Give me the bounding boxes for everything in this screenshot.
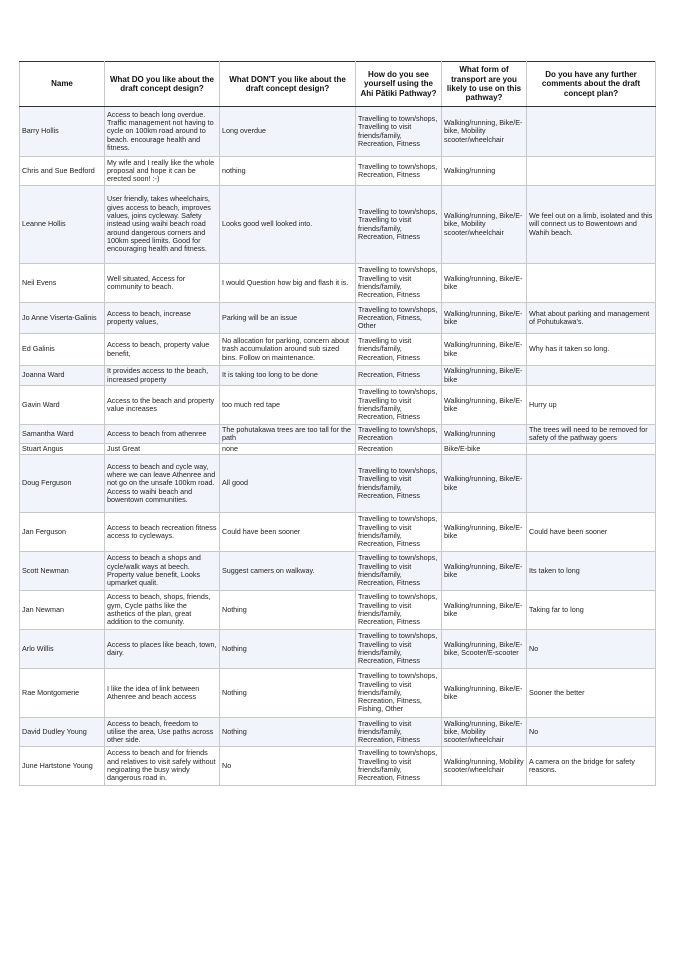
cell-usage: Travelling to town/shops, Travelling to visit friends/family, Recreation, Fitness [356,513,442,552]
table-row [20,455,656,513]
table-row [20,157,656,186]
header-name: Name [20,62,105,107]
cell-transport: Bike/E-bike [442,444,527,455]
cell-name: David Dudley Young [20,718,105,747]
cell-name: Leanne Hollis [20,186,105,264]
header-row [20,62,656,107]
cell-likes: Access to beach and cycle way, where we can leave Athenree and not go on the unsafe 100km road. Access to waihi beach and bowentown communities. [105,455,220,513]
cell-usage: Travelling to town/shops, Travelling to visit friends/family, Recreation, Fitness, Fishing, Other [356,669,442,718]
cell-dislikes: Could have been sooner [220,513,356,552]
cell-comments: No [527,718,656,747]
cell-usage: Travelling to town/shops, Recreation [356,425,442,444]
table-row [20,552,656,591]
cell-dislikes: none [220,444,356,455]
cell-dislikes: Parking will be an issue [220,303,356,334]
cell-comments: We feel out on a limb, isolated and this will connect us to Bowentown and Wahih beach. [527,186,656,264]
cell-comments: Could have been sooner [527,513,656,552]
cell-transport: Walking/running [442,425,527,444]
cell-name: Stuart Angus [20,444,105,455]
cell-name: Jo Anne Viserta-Galinis [20,303,105,334]
header-usage: How do you see yourself using the Ahi Pātiki Pathway? [356,62,442,107]
cell-transport: Walking/running, Mobility scooter/wheelchair [442,747,527,786]
table-row [20,366,656,386]
table-row [20,591,656,630]
cell-usage: Travelling to town/shops, Recreation, Fitness [356,157,442,186]
cell-transport: Walking/running [442,157,527,186]
cell-name: Rae Montgomerie [20,669,105,718]
cell-transport: Walking/running, Bike/E-bike, Scooter/E-scooter [442,630,527,669]
cell-comments [527,107,656,157]
table-row [20,630,656,669]
cell-transport: Walking/running, Bike/E-bike [442,455,527,513]
cell-dislikes: I would Question how big and flash it is. [220,264,356,303]
cell-dislikes: Nothing [220,669,356,718]
table-row [20,334,656,366]
cell-transport: Walking/running, Bike/E-bike [442,591,527,630]
cell-dislikes: Nothing [220,591,356,630]
cell-name: Joanna Ward [20,366,105,386]
cell-comments: No [527,630,656,669]
cell-usage: Travelling to visit friends/family, Recreation, Fitness [356,718,442,747]
cell-comments: What about parking and management of Pohutukawa's. [527,303,656,334]
cell-dislikes: Looks good well looked into. [220,186,356,264]
cell-likes: Access to the beach and property value increases [105,386,220,425]
header-likes: What DO you like about the draft concept design? [105,62,220,107]
cell-dislikes: It is taking too long to be done [220,366,356,386]
table-row [20,669,656,718]
table-row [20,186,656,264]
cell-comments [527,444,656,455]
table-row [20,107,656,157]
feedback-table [19,61,656,786]
cell-usage: Travelling to town/shops, Travelling to visit friends/family, Recreation, Fitness [356,386,442,425]
cell-transport: Walking/running, Bike/E-bike [442,264,527,303]
table-row [20,444,656,455]
cell-comments: A camera on the bridge for safety reasons. [527,747,656,786]
cell-transport: Walking/running, Bike/E-bike [442,303,527,334]
table-header [20,62,656,107]
cell-dislikes: too much red tape [220,386,356,425]
table-row [20,264,656,303]
cell-name: Neil Evens [20,264,105,303]
table-row [20,425,656,444]
cell-name: Chris and Sue Bedford [20,157,105,186]
table-row [20,386,656,425]
cell-likes: Access to beach and for friends and relatives to visit safely without negioating the busy windy dangerous road in. [105,747,220,786]
header-comments: Do you have any further comments about the draft concept plan? [527,62,656,107]
cell-likes: My wife and I really like the whole proposal and hope it can be erected soon! :-) [105,157,220,186]
cell-likes: Just Great [105,444,220,455]
cell-name: Samantha Ward [20,425,105,444]
cell-comments [527,157,656,186]
cell-dislikes: No allocation for parking, concern about trash accumulation around sub sized bins. Follow on maintenance. [220,334,356,366]
cell-transport: Walking/running, Bike/E-bike, Mobility scooter/wheelchair [442,186,527,264]
cell-likes: Access to beach from athenree [105,425,220,444]
cell-dislikes: The pohutakawa trees are too tall for the path [220,425,356,444]
cell-comments: Its taken to long [527,552,656,591]
cell-usage: Travelling to town/shops, Travelling to visit friends/family, Recreation, Fitness [356,107,442,157]
cell-usage: Travelling to town/shops, Travelling to visit friends/family, Recreation, Fitness [356,630,442,669]
cell-usage: Travelling to town/shops, Travelling to visit friends/family, Recreation, Fitness [356,186,442,264]
cell-likes: Access to beach long overdue. Traffic management not having to cycle on 100km road around to beach. encourage health and fitness. [105,107,220,157]
cell-transport: Walking/running, Bike/E-bike [442,669,527,718]
table-row [20,747,656,786]
table-body [20,107,656,786]
cell-transport: Walking/running, Bike/E-bike [442,366,527,386]
cell-transport: Walking/running, Bike/E-bike [442,386,527,425]
cell-comments: Sooner the better [527,669,656,718]
cell-dislikes: All good [220,455,356,513]
cell-usage: Recreation, Fitness [356,366,442,386]
cell-name: Doug Ferguson [20,455,105,513]
cell-usage: Travelling to town/shops, Travelling to visit friends/family, Recreation, Fitness [356,264,442,303]
cell-name: Jan Ferguson [20,513,105,552]
cell-likes: Access to beach, freedom to utilise the area, Use paths across other side. [105,718,220,747]
cell-comments: The trees will need to be removed for safety of the pathway goers [527,425,656,444]
cell-likes: Well situated, Access for community to beach. [105,264,220,303]
cell-dislikes: Nothing [220,718,356,747]
cell-name: Arlo Willis [20,630,105,669]
cell-likes: Access to beach recreation fitness access to cycleways. [105,513,220,552]
cell-name: Scott Newman [20,552,105,591]
cell-likes: It provides access to the beach, increased property [105,366,220,386]
cell-likes: User friendly, takes wheelchairs, gives access to beach, improves values, joins cycleway. Safety instead using waihi beach road around dangerous corners and 100km speed limits. Good for encouraging health and fitness. [105,186,220,264]
survey-document [19,61,655,786]
table-row [20,303,656,334]
cell-dislikes: Suggest camers on walkway. [220,552,356,591]
cell-transport: Walking/running, Bike/E-bike [442,552,527,591]
cell-likes: I like the idea of link between Athenree and beach access [105,669,220,718]
cell-usage: Travelling to town/shops, Travelling to visit friends/family, Recreation, Fitness [356,591,442,630]
header-dislikes: What DON'T you like about the draft concept design? [220,62,356,107]
cell-likes: Access to places like beach, town, dairy. [105,630,220,669]
cell-transport: Walking/running, Bike/E-bike, Mobility scooter/wheelchair [442,718,527,747]
cell-dislikes: No [220,747,356,786]
cell-usage: Travelling to town/shops, Travelling to visit friends/family, Recreation, Fitness [356,455,442,513]
cell-usage: Travelling to town/shops, Recreation, Fitness, Other [356,303,442,334]
cell-likes: Access to beach, property value benefit, [105,334,220,366]
cell-comments: Why has it taken so long. [527,334,656,366]
cell-transport: Walking/running, Bike/E-bike [442,334,527,366]
cell-name: June Hartstone Young [20,747,105,786]
cell-name: Ed Galinis [20,334,105,366]
cell-dislikes: nothing [220,157,356,186]
cell-comments [527,455,656,513]
cell-comments [527,366,656,386]
cell-transport: Walking/running, Bike/E-bike [442,513,527,552]
table-row [20,718,656,747]
cell-name: Jan Newman [20,591,105,630]
cell-comments [527,264,656,303]
cell-name: Barry Hollis [20,107,105,157]
cell-transport: Walking/running, Bike/E-bike, Mobility scooter/wheelchair [442,107,527,157]
cell-usage: Travelling to visit friends/family, Recreation, Fitness [356,334,442,366]
cell-dislikes: Nothing [220,630,356,669]
cell-likes: Access to beach a shops and cycle/walk ways at beech. Property value benefit, Looks upmarket qualit. [105,552,220,591]
cell-comments: Taking far to long [527,591,656,630]
header-transport: What form of transport are you likely to use on this pathway? [442,62,527,107]
cell-likes: Access to beach, increase property values, [105,303,220,334]
cell-likes: Access to beach, shops, friends, gym, Cycle paths like the asthetics of the plan, great addition to the comunity. [105,591,220,630]
cell-dislikes: Long overdue [220,107,356,157]
cell-usage: Travelling to town/shops, Travelling to visit friends/family, Recreation, Fitness [356,747,442,786]
cell-comments: Hurry up [527,386,656,425]
cell-name: Gavin Ward [20,386,105,425]
cell-usage: Travelling to town/shops, Travelling to visit friends/family, Recreation, Fitness [356,552,442,591]
cell-usage: Recreation [356,444,442,455]
table-row [20,513,656,552]
